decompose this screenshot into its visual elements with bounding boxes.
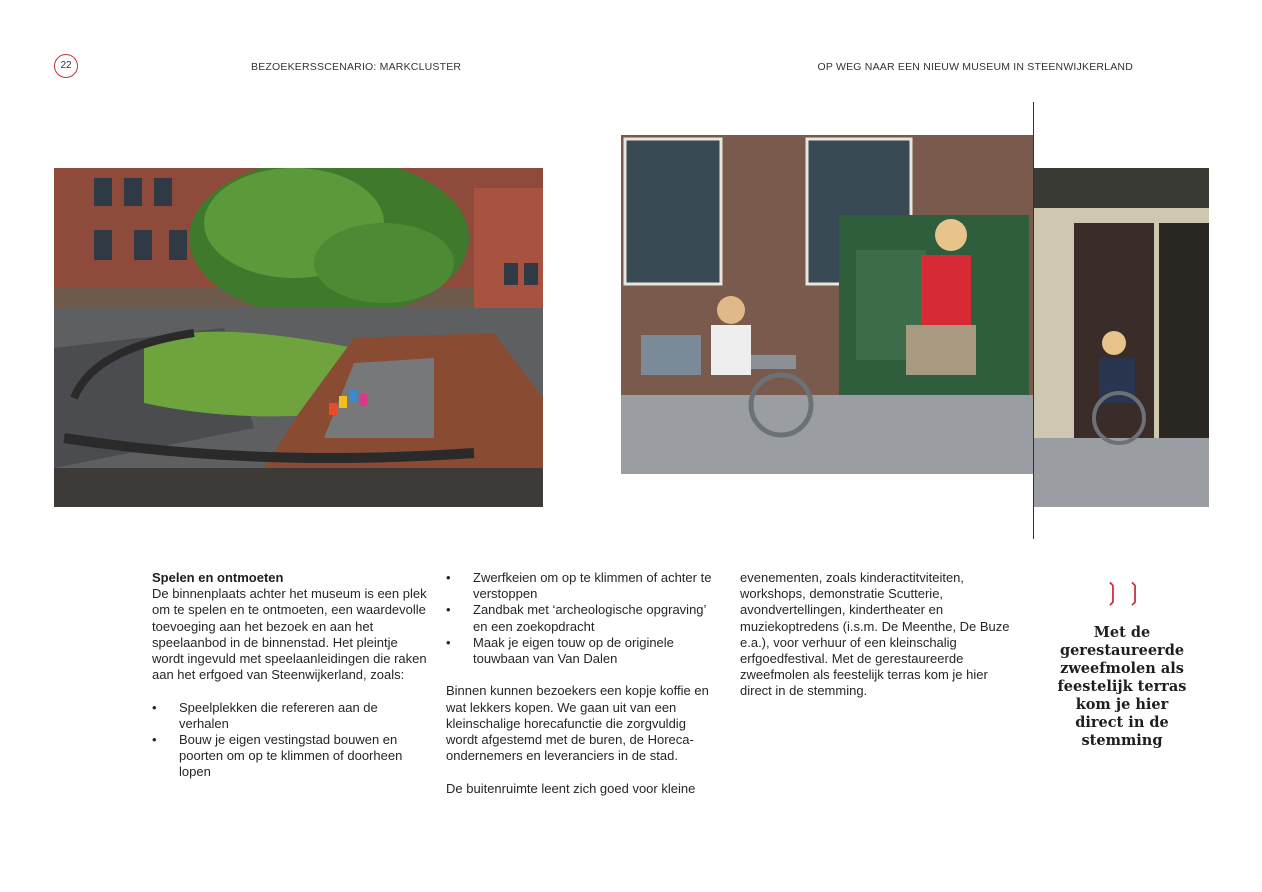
children-playing-photo — [621, 135, 1033, 474]
vertical-divider — [1033, 102, 1034, 539]
bullet-list — [446, 570, 718, 667]
horeca-paragraph: Binnen kunnen bezoekers een kopje koffie en wat lekkers kopen. We gaan uit van een kleinschalige horecafunctie die zorgvuldig wordt afgestemd met de buren, de Horeca-ondernemers en leveranciers in de stad. — [446, 683, 709, 764]
pull-quote: Met de gerestaureerde zweefmolen als feestelijk terras kom je hier direct in de stemming — [1057, 624, 1187, 749]
list-item: • Maak je eigen touw op de originele touwbaan van Van Dalen — [446, 635, 718, 667]
list-item: • Speelplekken die refereren aan de verhalen — [152, 700, 427, 732]
section-heading: Spelen en ontmoeten — [152, 570, 284, 585]
section-title: BEZOEKERSSCENARIO: MARKCLUSTER — [251, 61, 462, 73]
page-number: 22 — [54, 54, 78, 78]
intro-paragraph: De binnenplaats achter het museum is een plek om te spelen en te ontmoeten, een waardevolle toevoeging aan het bezoek en aan het speelaanbod in de binnenstad. Het pleintje wordt ingevuld met speelaanleidingen die raken aan het erfgoed van Steenwijkerland, zoals: — [152, 586, 427, 683]
outdoor-paragraph: De buitenruimte leent zich goed voor kleine — [446, 780, 696, 796]
list-item: • Zandbak met ‘archeologische opgraving’ en een zoekopdracht — [446, 602, 718, 634]
list-item: • Zwerfkeien om op te klimmen of achter te verstoppen — [446, 570, 718, 602]
bullet-list — [152, 700, 427, 781]
child-at-water-wheel-photo — [1034, 168, 1209, 507]
quote-mark-icon: ❳❳ — [1102, 578, 1147, 606]
text-column-2 — [446, 570, 718, 797]
text-column-1 — [152, 570, 427, 781]
events-paragraph: evenementen, zoals kinderactitviteiten, workshops, demonstratie Scutterie, avondvertellingen, kindertheater en muziekoptredens (i.s.m. De Meenthe, De Buze e.a.), voor verhuur of een kleinschalig erfgoedfestival. Met de gerestaureerde zweefmolen als feestelijk terras kom je hier direct in de stemming. — [740, 570, 1010, 699]
list-item: • Bouw je eigen vestingstad bouwen en poorten om op te klimmen of doorheen lopen — [152, 732, 427, 781]
courtyard-aerial-photo — [54, 168, 543, 507]
document-title: OP WEG NAAR EEN NIEUW MUSEUM IN STEENWIJKERLAND — [817, 61, 1133, 73]
text-column-3 — [740, 570, 1015, 700]
